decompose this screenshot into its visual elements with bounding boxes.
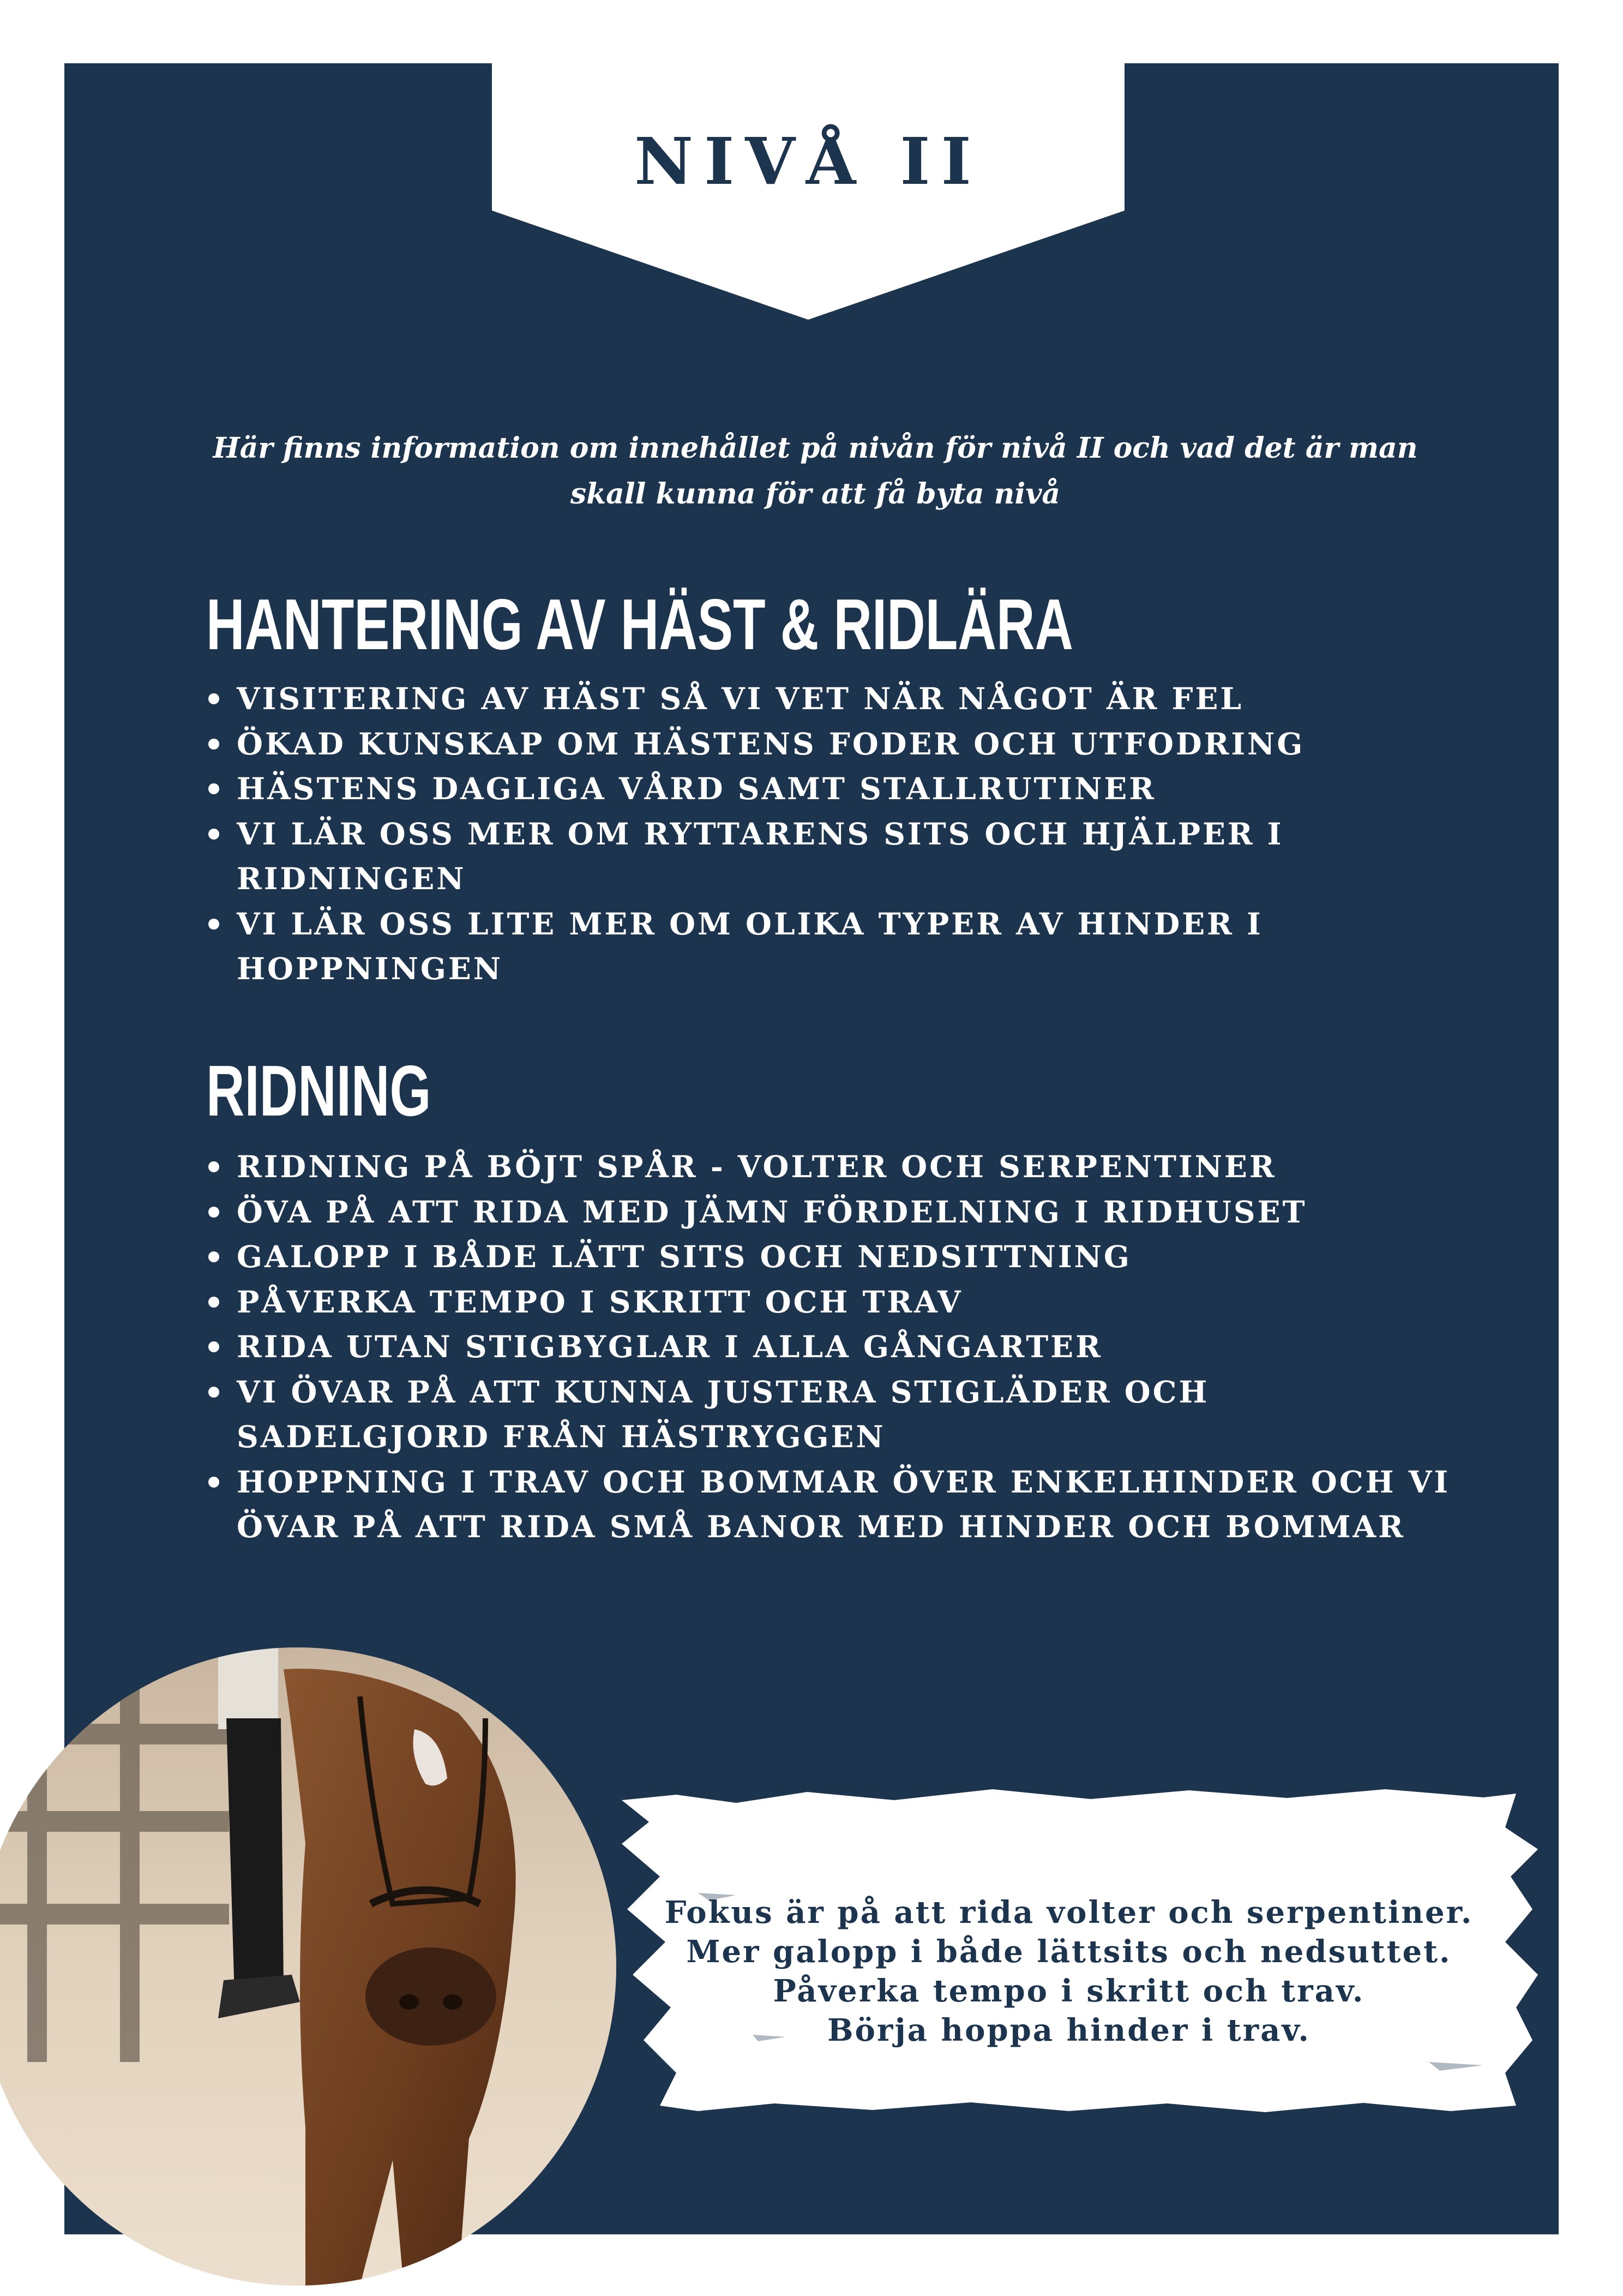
list-item xyxy=(206,1234,1460,1280)
bullet-icon xyxy=(208,783,219,794)
list-item xyxy=(206,1190,1460,1235)
list-item-text: VI ÖVAR PÅ ATT KUNNA JUSTERA STIGLÄDER OCH SADELGJORD FRÅN HÄSTRYGGEN xyxy=(237,1374,1210,1454)
section-heading-hantering: HANTERING AV HÄST & RIDLÄRA xyxy=(206,584,1073,664)
ridning-list xyxy=(206,1144,1460,1550)
title-banner xyxy=(492,63,1125,320)
bullet-icon xyxy=(208,1341,219,1352)
bullet-icon xyxy=(208,1161,219,1172)
list-item xyxy=(206,1324,1460,1370)
bullet-icon xyxy=(208,1207,219,1218)
focus-line: Fokus är på att rida volter och serpentiner. xyxy=(664,1895,1474,1931)
list-item-text: HOPPNING I TRAV OCH BOMMAR ÖVER ENKELHINDER OCH VI ÖVAR PÅ ATT RIDA SMÅ BANOR MED HINDER OCH BOMMAR xyxy=(237,1464,1451,1544)
list-item xyxy=(206,902,1460,992)
bullet-icon xyxy=(208,1251,219,1262)
list-item-text: RIDA UTAN STIGBYGLAR I ALLA GÅNGARTER xyxy=(237,1329,1103,1364)
horse-photo xyxy=(0,1647,616,2286)
list-item-text: PÅVERKA TEMPO I SKRITT OCH TRAV xyxy=(237,1284,963,1320)
list-item xyxy=(206,1144,1460,1190)
page-title: NIVÅ II xyxy=(634,123,982,199)
list-item xyxy=(206,766,1460,812)
focus-line: Börja hoppa hinder i trav. xyxy=(827,2012,1311,2048)
list-item xyxy=(206,1370,1460,1460)
list-item-text: RIDNING PÅ BÖJT SPÅR - VOLTER OCH SERPENTINER xyxy=(237,1149,1277,1184)
list-item-text: VISITERING AV HÄST SÅ VI VET NÄR NÅGOT ÄR FEL xyxy=(237,681,1244,716)
bullet-icon xyxy=(208,829,219,840)
intro-line: Här finns information om innehållet på nivån för nivå II och vad det är man xyxy=(213,431,1418,465)
list-item xyxy=(206,1280,1460,1325)
hantering-list xyxy=(206,676,1460,992)
bullet-icon xyxy=(208,739,219,750)
bullet-icon xyxy=(208,1387,219,1398)
focus-line: Påverka tempo i skritt och trav. xyxy=(773,1973,1365,2009)
list-item xyxy=(206,1460,1460,1550)
list-item-text: HÄSTENS DAGLIGA VÅRD SAMT STALLRUTINER xyxy=(237,771,1157,806)
list-item xyxy=(206,722,1460,767)
bullet-icon xyxy=(208,1297,219,1308)
list-item-text: GALOPP I BÅDE LÄTT SITS OCH NEDSITTNING xyxy=(237,1239,1132,1274)
list-item-text: VI LÄR OSS MER OM RYTTARENS SITS OCH HJÄLPER I RIDNINGEN xyxy=(237,816,1284,896)
list-item-text: ÖVA PÅ ATT RIDA MED JÄMN FÖRDELNING I RIDHUSET xyxy=(237,1194,1307,1230)
intro-text xyxy=(180,425,1451,517)
list-item-text: ÖKAD KUNSKAP OM HÄSTENS FODER OCH UTFODRING xyxy=(237,726,1305,762)
bullet-icon xyxy=(208,919,219,930)
list-item xyxy=(206,812,1460,902)
focus-line: Mer galopp i både lättsits och nedsuttet. xyxy=(686,1934,1452,1970)
intro-line: skall kunna för att få byta nivå xyxy=(570,477,1061,511)
bullet-icon xyxy=(208,693,219,704)
list-item-text: VI LÄR OSS LITE MER OM OLIKA TYPER AV HINDER I HOPPNINGEN xyxy=(237,906,1263,986)
focus-text xyxy=(627,1893,1511,2050)
section-heading-ridning: RIDNING xyxy=(206,1051,431,1131)
list-item xyxy=(206,676,1460,722)
bullet-icon xyxy=(208,1477,219,1488)
